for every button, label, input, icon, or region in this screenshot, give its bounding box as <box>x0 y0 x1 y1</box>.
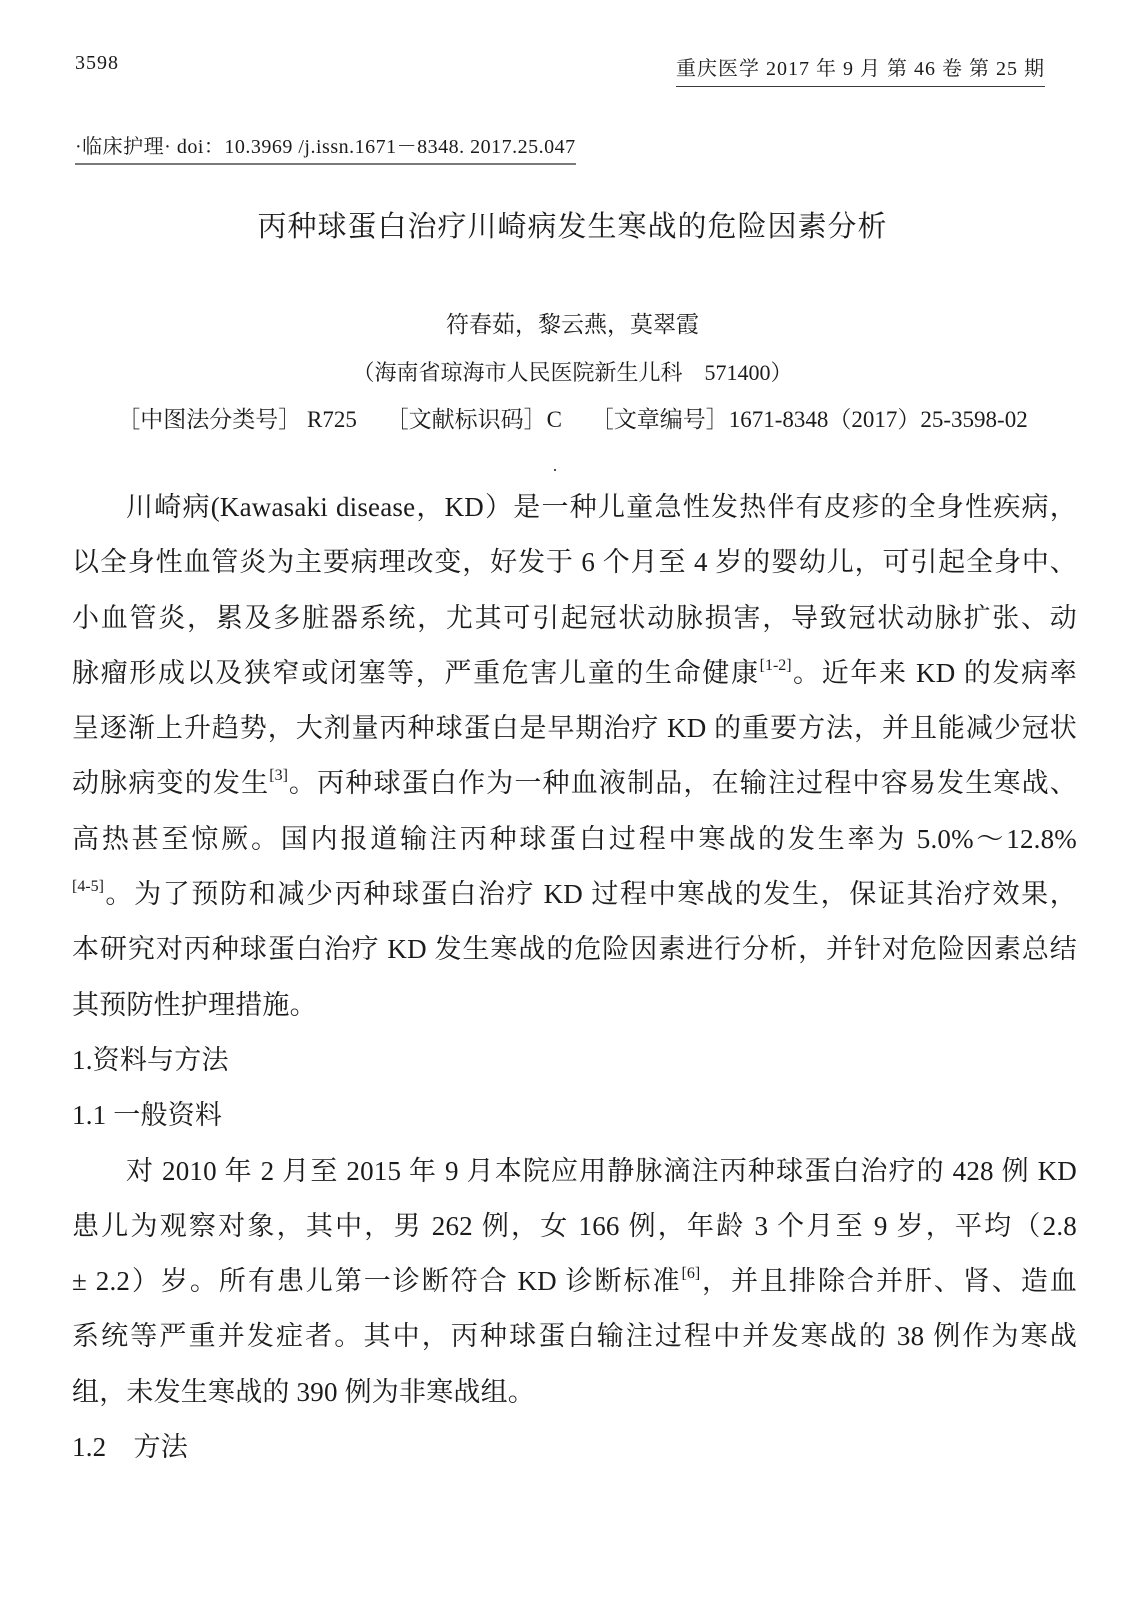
section-heading-1-1: 1.1 一般资料 <box>72 1100 223 1131</box>
paragraph-line <box>72 922 1077 977</box>
page-number: 3598 <box>75 52 119 74</box>
paragraph-line <box>72 1365 1077 1420</box>
section-heading-1-2: 1.2 方法 <box>72 1432 188 1463</box>
paragraph-line <box>72 756 1077 811</box>
paragraph-line <box>72 591 1077 646</box>
paragraph-line <box>72 1254 1077 1309</box>
section-heading-1: 1.资料与方法 <box>72 1044 229 1075</box>
citation-ref: [1-2] <box>759 656 792 674</box>
line-text: 系统等严重并发症者。其中，丙种球蛋白输注过程中并发寒战的 38 例作为寒战 <box>72 1321 1077 1352</box>
line-text: ，并且排除合并肝、肾、造血 <box>700 1266 1078 1297</box>
stray-dot-mark: · <box>552 460 558 480</box>
citation-ref: [6] <box>681 1265 701 1283</box>
article-body <box>72 480 1077 1475</box>
paragraph-line <box>72 812 1077 867</box>
line-text: 本研究对丙种球蛋白治疗 KD 发生寒战的危险因素进行分析，并针对危险因素总结 <box>72 934 1077 965</box>
line-text: 以全身性血管炎为主要病理改变，好发于 6 个月至 4 岁的婴幼儿，可引起全身中、 <box>72 547 1077 578</box>
article-meta-line: ［中图法分类号］ R725 ［文献标识码］C ［文章编号］1671-8348（2017）25-3598-02 <box>117 407 1028 432</box>
paragraph-line <box>72 480 1077 535</box>
authors-line: 符春茹，黎云燕，莫翠霞 <box>446 312 699 337</box>
line-text: 组，未发生寒战的 390 例为非寒战组。 <box>72 1376 535 1407</box>
paragraph-line <box>72 1199 1077 1254</box>
line-text: 。为了预防和减少丙种球蛋白治疗 KD 过程中寒战的发生，保证其治疗效果， <box>103 879 1077 910</box>
line-text: 。近年来 KD 的发病率 <box>791 657 1077 688</box>
line-text: 小血管炎，累及多脏器系统，尤其可引起冠状动脉损害，导致冠状动脉扩张、动 <box>72 602 1077 633</box>
running-head <box>75 52 1045 87</box>
line-text: 其预防性护理措施。 <box>72 989 317 1020</box>
paragraph-line <box>72 646 1077 701</box>
paragraph-line <box>72 701 1077 756</box>
paragraph-line <box>72 1144 1077 1199</box>
line-text: 川崎病(Kawasaki disease，KD）是一种儿童急性发热伴有皮疹的全身性疾病， <box>126 492 1077 522</box>
citation-ref: [4-5] <box>72 878 104 896</box>
column-doi-line: ·临床护理· doi：10.3969 /j.issn.1671－8348. 2017.25.047 <box>75 130 576 165</box>
line-text: 对 2010 年 2 月至 2015 年 9 月本院应用静脉滴注丙种球蛋白治疗的 428 例 KD <box>126 1155 1077 1186</box>
line-text: 呈逐渐上升趋势，大剂量丙种球蛋白是早期治疗 KD 的重要方法，并且能减少冠状 <box>72 713 1077 744</box>
paragraph-line <box>72 535 1077 590</box>
paragraph-line <box>72 867 1077 922</box>
line-text: 动脉病变的发生 <box>72 768 270 799</box>
line-text: 高热甚至惊厥。国内报道输注丙种球蛋白过程中寒战的发生率为 5.0%～12.8% <box>72 823 1077 854</box>
line-text: 脉瘤形成以及狭窄或闭塞等，严重危害儿童的生命健康 <box>72 657 760 688</box>
citation-ref: [3] <box>269 767 288 785</box>
line-text: ± 2.2）岁。所有患儿第一诊断符合 KD 诊断标准 <box>72 1266 682 1297</box>
paragraph-line <box>72 978 1077 1033</box>
line-text: 患儿为观察对象，其中，男 262 例，女 166 例，年龄 3 个月至 9 岁，平均（2.8 <box>72 1210 1077 1241</box>
article-title: 丙种球蛋白治疗川崎病发生寒战的危险因素分析 <box>257 211 888 243</box>
journal-header: 重庆医学 2017 年 9 月 第 46 卷 第 25 期 <box>676 52 1045 87</box>
line-text: 。丙种球蛋白作为一种血液制品，在输注过程中容易发生寒战、 <box>287 768 1077 799</box>
affiliation-line: （海南省琼海市人民医院新生儿科 571400） <box>352 360 793 385</box>
paragraph-line <box>72 1309 1077 1364</box>
